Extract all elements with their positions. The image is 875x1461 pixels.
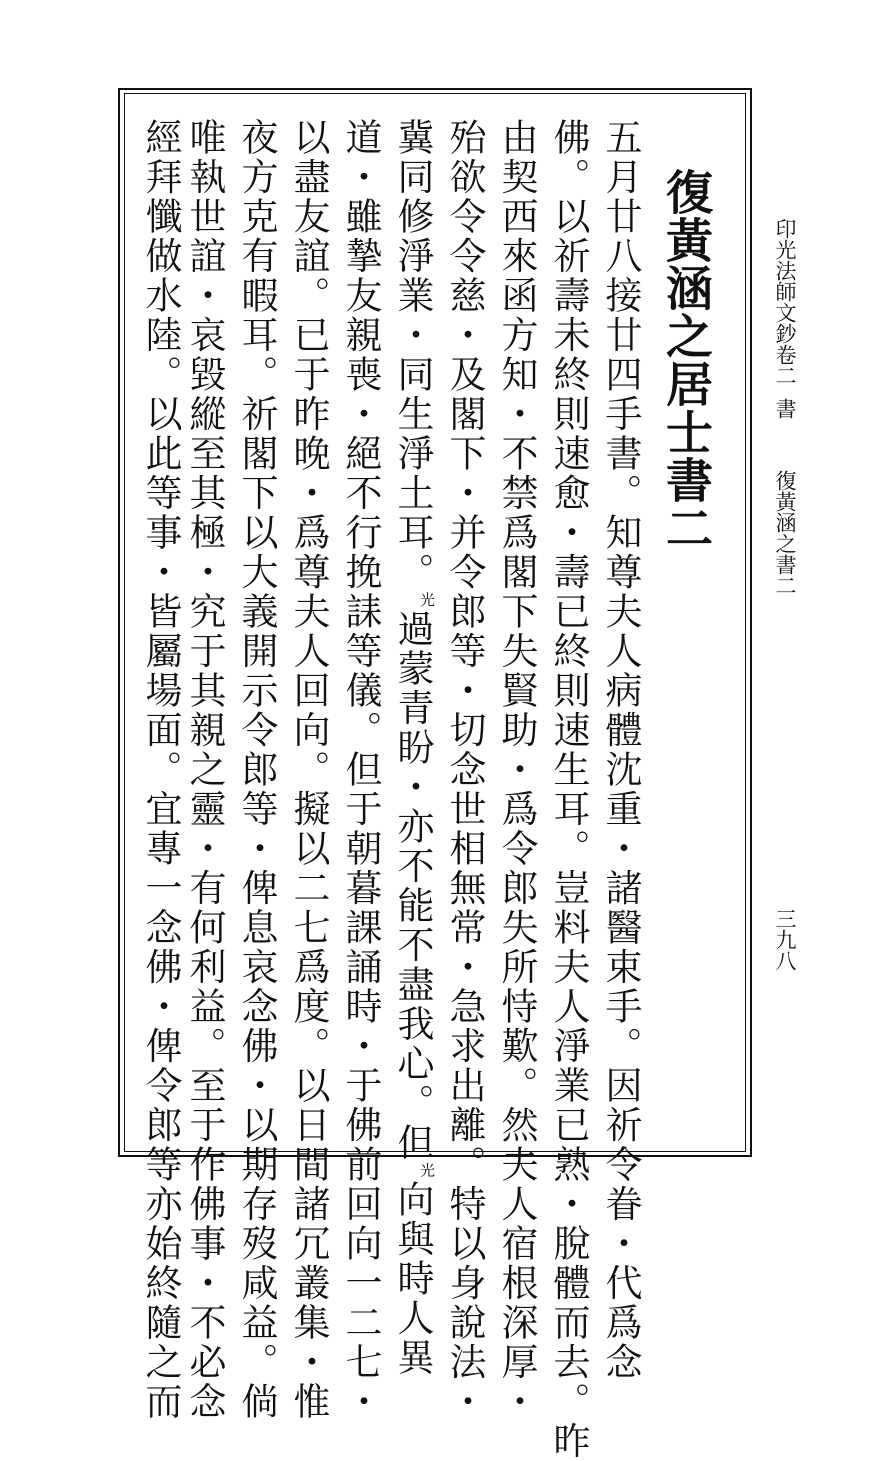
- text-segment: 向與時人異: [391, 1180, 434, 1378]
- text-column-7: 以盡友誼。已于昨晚・爲尊夫人回向。擬以二七爲度。以日間諸冗叢集・惟: [287, 118, 330, 1422]
- page-number: 三九八: [773, 908, 797, 971]
- text-column-2: 佛。以祈壽未終則速愈・壽已終則速生耳。豈料夫人淨業已熟・脫體而去。昨: [547, 118, 590, 1461]
- header-letter-title: 復黃涵之書二: [773, 470, 797, 596]
- text-column-10: 經拜懺做水陸。以此等事・皆屬場面。宜專一念佛・俾令郎等亦始終隨之而: [139, 118, 182, 1422]
- text-column-9: 唯執世誼・哀毀縱至其極・究于其親之靈・有何利益。至于作佛事・不必念: [183, 118, 226, 1422]
- text-column-6: 道・雖摯友親喪・絕不行挽誄等儀。但于朝暮課誦時・于佛前回向一二七・: [339, 118, 382, 1422]
- text-column-8: 夜方克有暇耳。祈閣下以大義開示令郎等・俾息哀念佛・以期存歿咸益。倘: [235, 118, 278, 1422]
- letter-title: 復黃涵之居士書二: [658, 168, 713, 552]
- text-segment: 過蒙青盼・亦不能不盡我心。但: [391, 609, 434, 1163]
- header-book-title: 印光法師文鈔卷二: [773, 218, 797, 386]
- text-column-5: [390, 118, 434, 1378]
- text-column-4: 殆欲令令慈・及閣下・并令郎等・切念世相無常・急求出離。特以身說法・: [443, 118, 486, 1422]
- header-section: 書: [773, 398, 797, 419]
- text-column-3: 由契西來函方知・不禁爲閣下失賢助・爲令郎失所恃歎。然夫人宿根深厚・: [495, 118, 538, 1422]
- text-column-1: 五月廿八接廿四手書。知尊夫人病體沈重・諸醫束手。因祈令眷・代爲念: [599, 118, 642, 1382]
- small-annotation: 光: [418, 1162, 436, 1180]
- small-annotation: 光: [418, 592, 436, 610]
- text-segment: 冀同修淨業・同生淨土耳。: [391, 118, 434, 592]
